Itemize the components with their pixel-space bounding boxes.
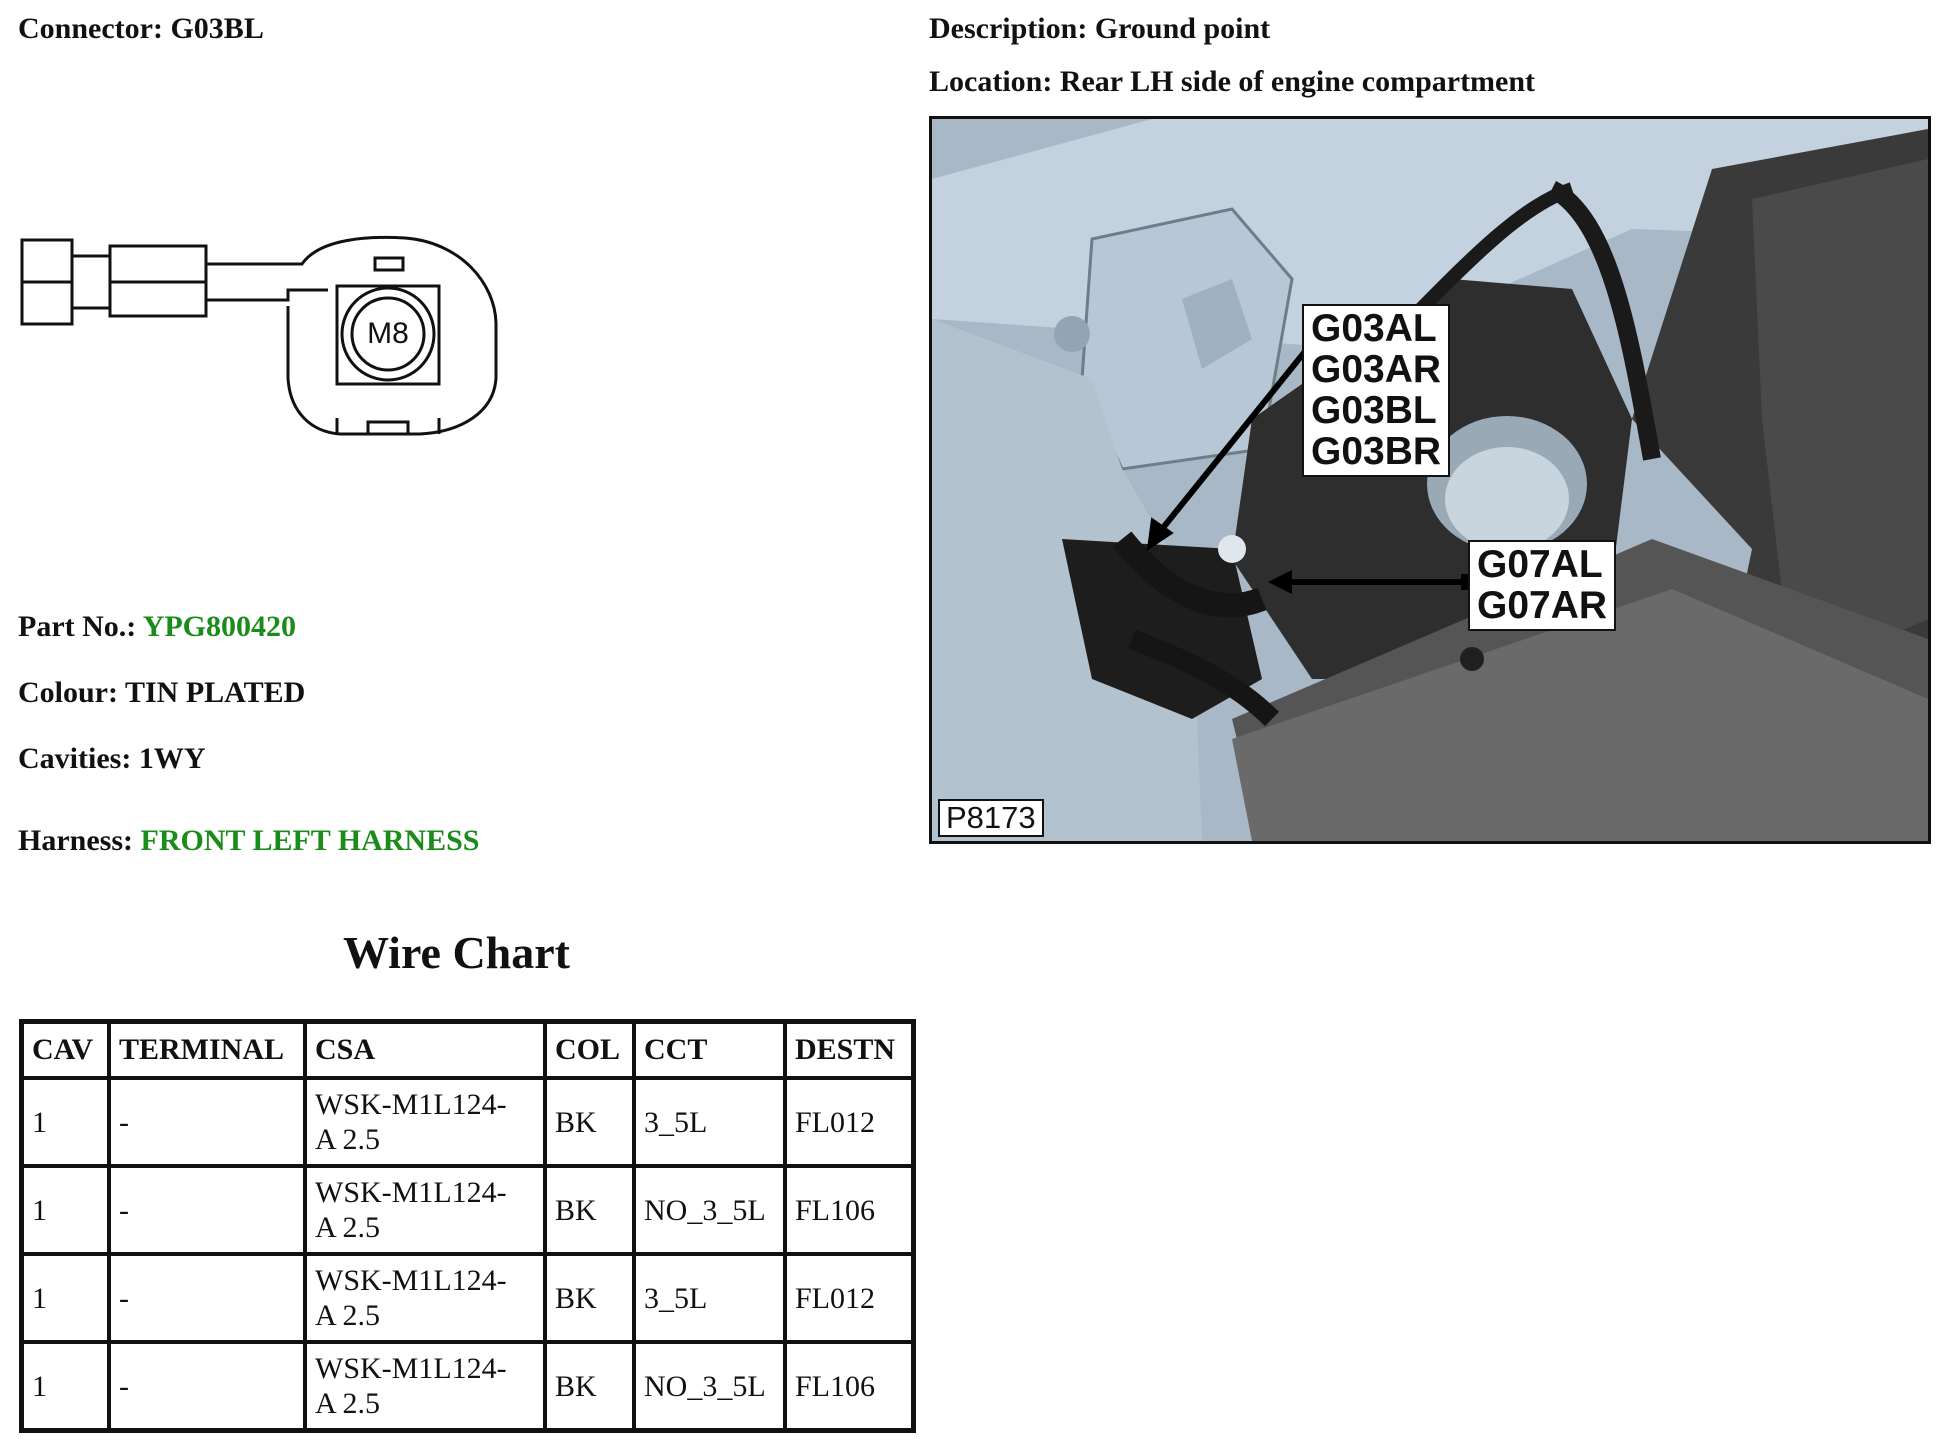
- callout-upper-line: G03AR: [1311, 348, 1442, 391]
- cell-destn: FL106: [785, 1342, 914, 1431]
- cell-terminal: -: [109, 1166, 305, 1254]
- connector-diagram: [20, 228, 500, 463]
- harness-link[interactable]: FRONT LEFT HARNESS: [140, 824, 480, 857]
- part-no-link[interactable]: YPG800420: [142, 610, 297, 643]
- harness-label: Harness:: [18, 824, 133, 857]
- cell-cav: 1: [22, 1078, 110, 1166]
- description-value: Ground point: [1094, 12, 1271, 45]
- csa-line-1: WSK-M1L124-: [315, 1176, 507, 1209]
- callout-upper-line: G03AL: [1311, 307, 1437, 350]
- colour-field: [18, 678, 305, 708]
- cell-cct: NO_3_5L: [634, 1166, 785, 1254]
- part-no-label: Part No.:: [18, 610, 137, 643]
- cavities-value: 1WY: [138, 742, 206, 775]
- cell-cct: NO_3_5L: [634, 1342, 785, 1431]
- header-cct: CCT: [634, 1022, 785, 1079]
- wire-chart-title: Wire Chart: [343, 927, 570, 978]
- cell-cct: 3_5L: [634, 1254, 785, 1342]
- cell-col: BK: [545, 1078, 634, 1166]
- description-label: Description:: [929, 12, 1088, 45]
- colour-label: Colour:: [18, 676, 118, 709]
- cell-csa: [305, 1166, 545, 1254]
- location-value: Rear LH side of engine compartment: [1059, 65, 1536, 98]
- harness-field: [18, 826, 479, 856]
- header-terminal: TERMINAL: [109, 1022, 305, 1079]
- cell-csa: [305, 1254, 545, 1342]
- csa-line-2: A 2.5: [315, 1387, 381, 1420]
- location-field: [929, 67, 1535, 97]
- cell-cct: 3_5L: [634, 1078, 785, 1166]
- wire-chart-table: [19, 1019, 916, 1433]
- callout-lower: [1468, 540, 1616, 631]
- cell-cav: 1: [22, 1254, 110, 1342]
- table-row: [22, 1254, 914, 1342]
- callout-lower-line: G07AR: [1477, 584, 1608, 627]
- cell-col: BK: [545, 1254, 634, 1342]
- location-photo: [929, 116, 1931, 844]
- cell-csa: [305, 1342, 545, 1431]
- cell-col: BK: [545, 1342, 634, 1431]
- cell-terminal: -: [109, 1342, 305, 1431]
- connector-field: [18, 14, 264, 44]
- cell-cav: 1: [22, 1342, 110, 1431]
- photo-id: P8173: [938, 799, 1044, 837]
- callout-upper-line: G03BL: [1311, 389, 1437, 432]
- table-header-row: [22, 1022, 914, 1079]
- table-row: [22, 1166, 914, 1254]
- callout-lower-line: G07AL: [1477, 543, 1603, 586]
- header-col: COL: [545, 1022, 634, 1079]
- cavities-field: [18, 744, 205, 774]
- cell-csa: [305, 1078, 545, 1166]
- header-csa: CSA: [305, 1022, 545, 1079]
- cell-terminal: -: [109, 1254, 305, 1342]
- cell-terminal: -: [109, 1078, 305, 1166]
- colour-value: TIN PLATED: [124, 676, 306, 709]
- cell-col: BK: [545, 1166, 634, 1254]
- csa-line-1: WSK-M1L124-: [315, 1352, 507, 1385]
- connector-value: G03BL: [170, 12, 264, 45]
- header-cav: CAV: [22, 1022, 110, 1079]
- csa-line-2: A 2.5: [315, 1299, 381, 1332]
- header-destn: DESTN: [785, 1022, 914, 1079]
- cell-cav: 1: [22, 1166, 110, 1254]
- cell-destn: FL012: [785, 1078, 914, 1166]
- csa-line-2: A 2.5: [315, 1211, 381, 1244]
- part-no-field: [18, 612, 296, 642]
- cavities-label: Cavities:: [18, 742, 132, 775]
- table-row: [22, 1342, 914, 1431]
- description-field: [929, 14, 1270, 44]
- callout-upper: [1302, 304, 1450, 477]
- location-label: Location:: [929, 65, 1053, 98]
- connector-label: Connector:: [18, 12, 163, 45]
- stud-size-label: M8: [367, 317, 409, 350]
- callout-upper-line: G03BR: [1311, 430, 1442, 473]
- cell-destn: FL012: [785, 1254, 914, 1342]
- csa-line-1: WSK-M1L124-: [315, 1264, 507, 1297]
- csa-line-2: A 2.5: [315, 1123, 381, 1156]
- table-row: [22, 1078, 914, 1166]
- cell-destn: FL106: [785, 1166, 914, 1254]
- csa-line-1: WSK-M1L124-: [315, 1088, 507, 1121]
